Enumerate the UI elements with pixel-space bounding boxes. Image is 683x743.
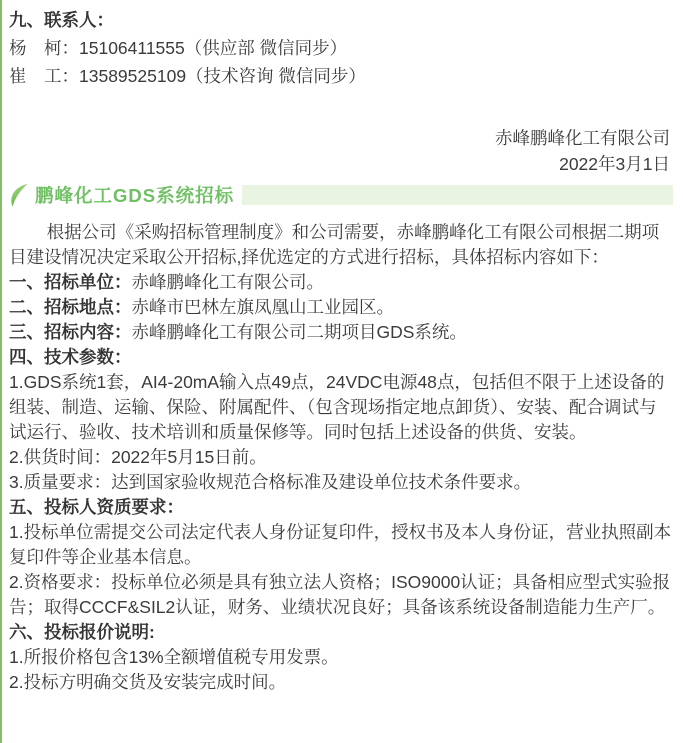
section-heading (9, 495, 673, 520)
article-title: 鹏峰化工GDS系统招标 (35, 185, 235, 206)
section-line (9, 270, 673, 295)
article-body (9, 220, 673, 695)
section-heading (9, 620, 673, 645)
leaf-icon (9, 183, 29, 207)
section-line (9, 320, 673, 345)
contact-section (9, 6, 673, 90)
contact-heading: 九、联系人： (9, 10, 114, 30)
section-heading (9, 345, 673, 370)
title-accent-bar (242, 185, 673, 205)
section-label: 五、投标人资质要求： (9, 497, 184, 517)
section-label: 六、投标报价说明: (9, 622, 155, 642)
section-text: 赤峰鹏峰化工有限公司二期项目GDS系统。 (131, 322, 467, 342)
section-paragraph: 1.投标单位需提交公司法定代表人身份证复印件，授权书及本人身份证，营业执照副本复印件等企业基本信息。 (9, 522, 672, 567)
section-text: 赤峰市巴林左旗凤凰山工业园区。 (131, 297, 394, 317)
section-paragraph: 2.供货时间：2022年5月15日前。 (9, 447, 267, 467)
signature-company: 赤峰鹏峰化工有限公司 (495, 128, 670, 148)
signature-block (9, 125, 673, 177)
section-label: 二、招标地点： (9, 297, 132, 317)
section-paragraph: 2.资格要求：投标单位必须是具有独立法人资格；ISO9000认证；具备相应型式实验报告；取得CCCF&SIL2认证，财务、业绩状况良好；具备该系统设备制造能力生产厂。 (9, 572, 671, 617)
section-paragraph: 3.质量要求：达到国家验收规范合格标准及建设单位技术条件要求。 (9, 472, 532, 492)
intro-paragraph: 根据公司《采购招标管理制度》和公司需要，赤峰鹏峰化工有限公司根据二期项目建设情况决定采取公开招标,择优选定的方式进行招标，具体招标内容如下： (9, 222, 660, 267)
article-header (9, 183, 673, 207)
contact-line: 杨 柯：15106411555（供应部 微信同步） (9, 38, 348, 58)
section-paragraph: 1.GDS系统1套，AI4-20mA输入点49点，24VDC电源48点，包括但不限于上述设备的组装、制造、运输、保险、附属配件、（包含现场指定地点卸货）、安装、配合调试与试运行、验收、技术培训和质量保修等。同时包括上述设备的供货、安装。 (9, 372, 665, 442)
section-label: 四、技术参数： (9, 347, 132, 367)
signature-date: 2022年3月1日 (559, 154, 670, 174)
section-text: 赤峰鹏峰化工有限公司。 (131, 272, 324, 292)
contact-line: 崔 工：13589525109（技术咨询 微信同步） (9, 66, 366, 86)
section-label: 三、招标内容： (9, 322, 132, 342)
section-paragraph: 2.投标方明确交货及安装完成时间。 (9, 672, 287, 692)
section-label: 一、招标单位： (9, 272, 132, 292)
section-paragraph: 1.所报价格包含13%全额增值税专用发票。 (9, 647, 339, 667)
section-line (9, 295, 673, 320)
